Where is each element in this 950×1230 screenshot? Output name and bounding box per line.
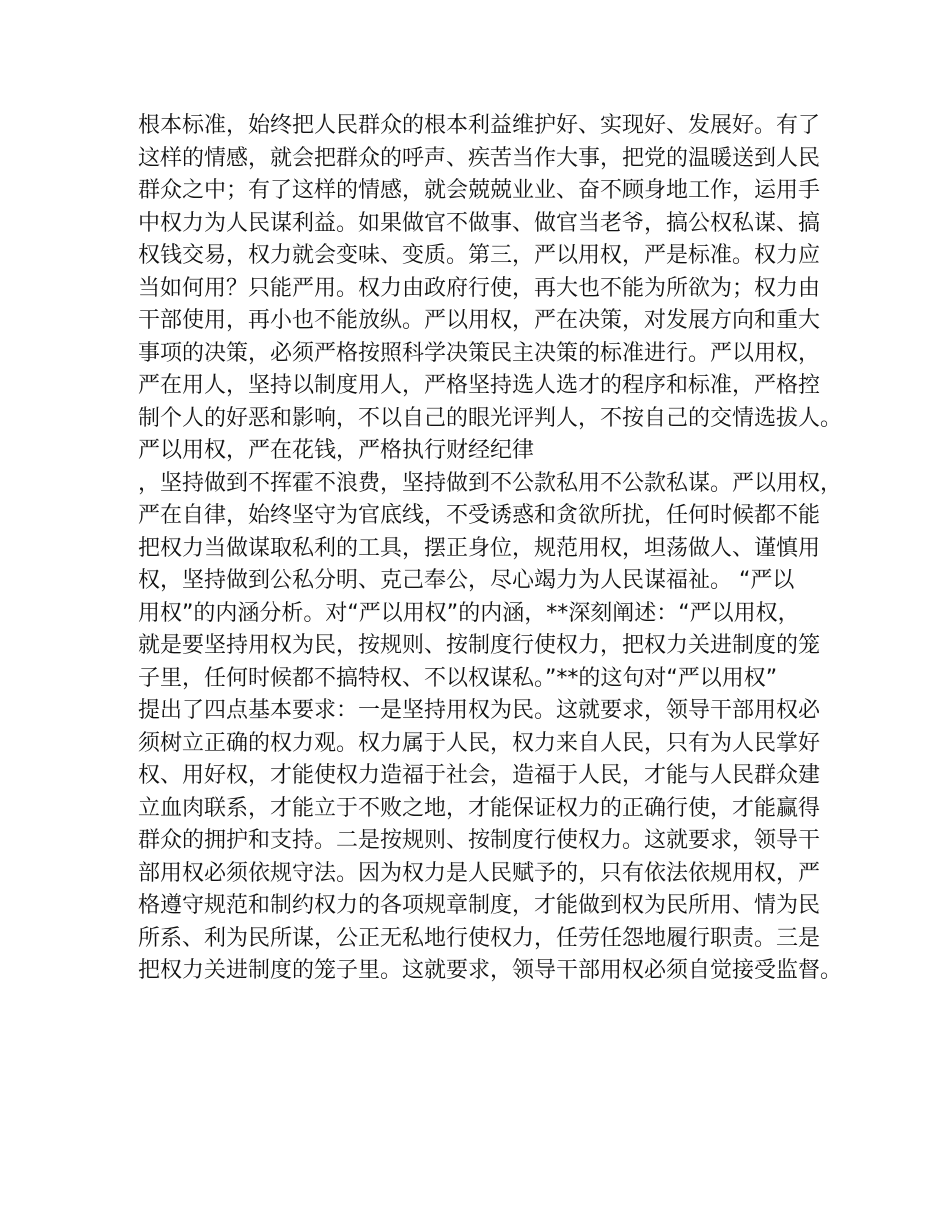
text-line: 权，坚持做到公私分明、克己奉公，尽心竭力为人民谋福祉。 “严以 xyxy=(138,568,795,593)
text-line: 格遵守规范和制约权力的各项规章制度，才能做到权为民所用、情为民 xyxy=(138,893,821,918)
text-line: 子里，任何时候都不搞特权、不以权谋私。”**的这句对“严以用权” xyxy=(138,665,778,691)
text-line: 就是要坚持用权为民，按规则、按制度行使权力，把权力关进制度的笼 xyxy=(138,633,821,658)
text-line: 根本标准，始终把人民群众的根本利益维护好、实现好、发展好。有了 xyxy=(138,113,821,138)
text-line: 严以用权，严在花钱，严格执行财经纪律 xyxy=(138,438,535,463)
text-line: 干部使用，再小也不能放纵。严以用权，严在决策，对发展方向和重大 xyxy=(138,308,821,333)
text-line: 事项的决策，必须严格按照科学决策民主决策的标准进行。严以用权， xyxy=(138,340,821,366)
text-line: 当如何用？只能严用。权力由政府行使，再大也不能为所欲为；权力由 xyxy=(138,275,821,301)
text-line: 立血肉联系，才能立于不败之地，才能保证权力的正确行使，才能赢得 xyxy=(138,795,821,821)
text-line: 用权”的内涵分析。对“严以用权”的内涵，**深刻阐述：“严以用权， xyxy=(138,600,800,626)
text-line: 群众的拥护和支持。二是按规则、按制度行使权力。这就要求，领导干 xyxy=(138,828,821,853)
body-text xyxy=(138,110,843,988)
text-line: 提出了四点基本要求：一是坚持用权为民。这就要求，领导干部用权必 xyxy=(138,698,821,723)
text-line: 群众之中；有了这样的情感，就会兢兢业业、奋不顾身地工作，运用手 xyxy=(138,178,821,203)
text-line: 把权力关进制度的笼子里。这就要求，领导干部用权必须自觉接受监督。 xyxy=(138,958,843,983)
text-line: 权钱交易，权力就会变味、变质。第三，严以用权，严是标准。权力应 xyxy=(138,243,821,268)
text-line: ，坚持做到不挥霍不浪费，坚持做到不公款私用不公款私谋。严以用权， xyxy=(138,470,843,496)
text-line: 所系、利为民所谋，公正无私地行使权力，任劳任怨地履行职责。三是 xyxy=(138,925,821,951)
text-line: 权、用好权，才能使权力造福于社会，造福于人民，才能与人民群众建 xyxy=(138,763,821,788)
text-line: 这样的情感，就会把群众的呼声、疾苦当作大事，把党的温暖送到人民 xyxy=(138,145,821,171)
text-line: 严在自律，始终坚守为官底线，不受诱惑和贪欲所扰，任何时候都不能 xyxy=(138,503,821,528)
text-line: 制个人的好恶和影响，不以自己的眼光评判人，不按自己的交情选拔人。 xyxy=(138,405,843,431)
text-line: 中权力为人民谋利益。如果做官不做事、做官当老爷，搞公权私谋、搞 xyxy=(138,210,821,236)
text-line: 严在用人，坚持以制度用人，严格坚持选人选才的程序和标准，严格控 xyxy=(138,373,821,398)
text-line: 把权力当做谋取私利的工具，摆正身位，规范用权，坦荡做人、谨慎用 xyxy=(138,535,821,561)
text-line: 部用权必须依规守法。因为权力是人民赋予的，只有依法依规用权，严 xyxy=(138,860,821,886)
text-line: 须树立正确的权力观。权力属于人民，权力来自人民，只有为人民掌好 xyxy=(138,730,821,756)
